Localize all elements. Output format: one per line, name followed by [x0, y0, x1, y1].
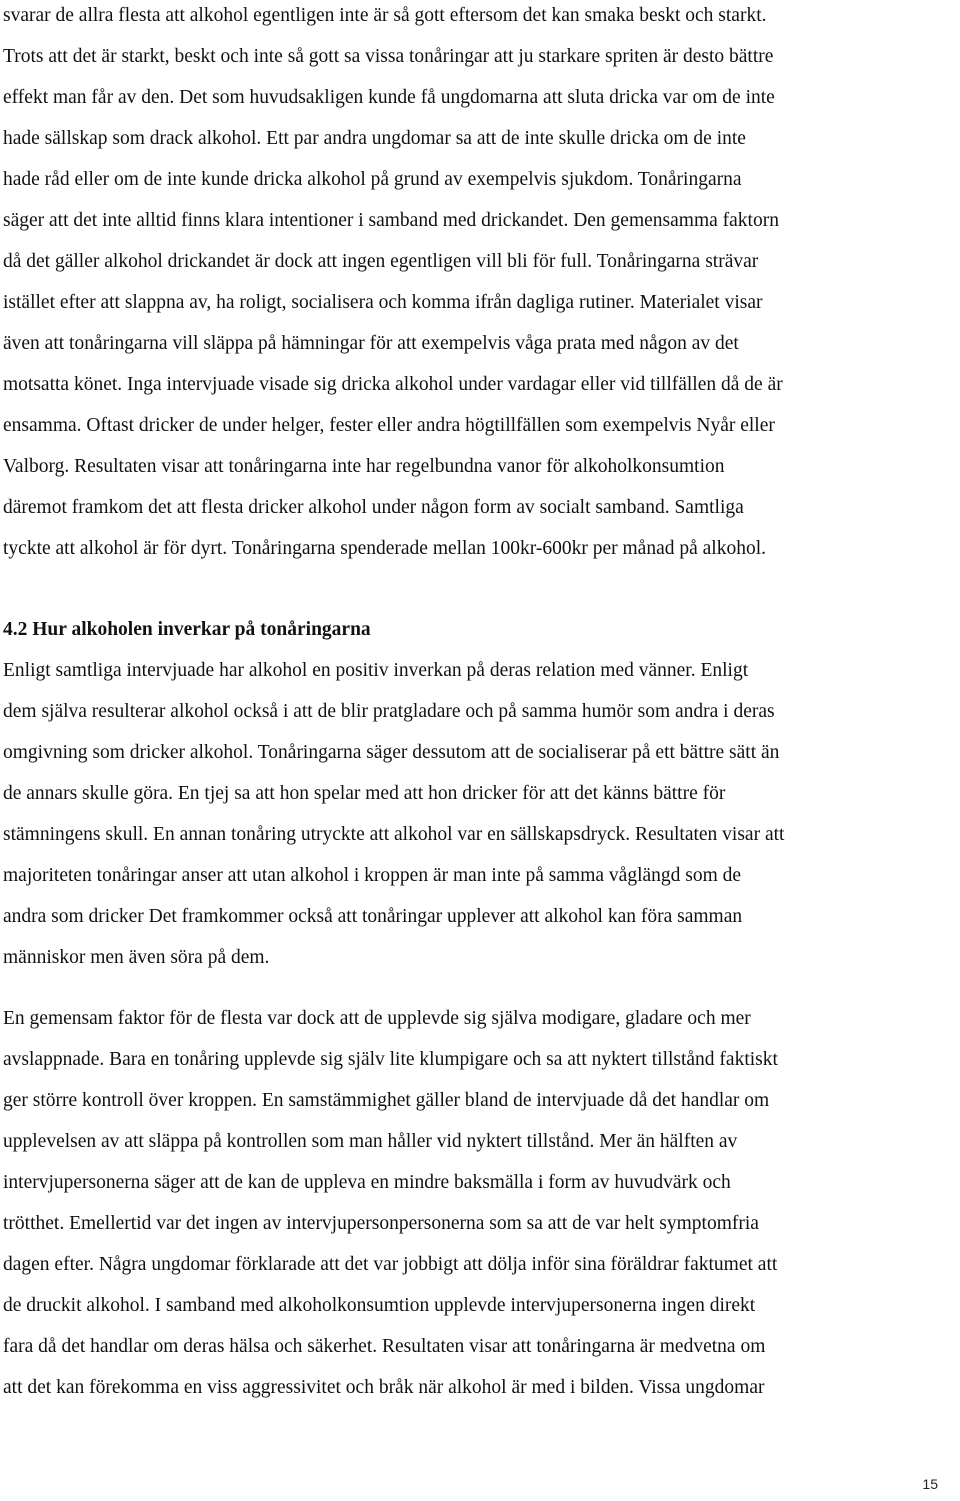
text-line: omgivning som dricker alkohol. Tonåringarna säger dessutom att de socialiserar på ett bättre sätt än — [3, 742, 780, 763]
text-line: intervjupersonerna säger att de kan de uppleva en mindre baksmälla i form av huvudvärk och — [3, 1172, 731, 1193]
section-heading: 4.2 Hur alkoholen inverkar på tonåringarna — [3, 619, 371, 640]
text-line: fara då det handlar om deras hälsa och säkerhet. Resultaten visar att tonåringarna är medvetna om — [3, 1336, 766, 1357]
text-line: tyckte att alkohol är för dyrt. Tonåringarna spenderade mellan 100kr-600kr per månad på alkohol. — [3, 538, 766, 559]
text-line: då det gäller alkohol drickandet är dock att ingen egentligen vill bli för full. Tonåringarna strävar — [3, 251, 759, 272]
text-line: istället efter att slappna av, ha roligt, socialisera och komma ifrån dagliga rutiner. Materialet visar — [3, 292, 763, 313]
text-line: svarar de allra flesta att alkohol egentligen inte är så gott eftersom det kan smaka beskt och starkt. — [3, 5, 767, 26]
text-line: andra som dricker Det framkommer också att tonåringar upplever att alkohol kan föra samman — [3, 906, 743, 927]
text-line: däremot framkom det att flesta dricker alkohol under någon form av socialt samband. Samtliga — [3, 497, 744, 518]
text-line: Trots att det är starkt, beskt och inte så gott sa vissa tonåringar att ju starkare spriten är desto bättre — [3, 46, 774, 67]
text-line: Valborg. Resultaten visar att tonåringarna inte har regelbundna vanor för alkoholkonsumtion — [3, 456, 725, 477]
text-line: dagen efter. Några ungdomar förklarade att det var jobbigt att dölja inför sina föräldrar faktumet att — [3, 1254, 778, 1275]
text-line: trötthet. Emellertid var det ingen av intervjupersonpersonerna som sa att de var helt symptomfria — [3, 1213, 759, 1234]
text-line: effekt man får av den. Det som huvudsakligen kunde få ungdomarna att sluta dricka var om de inte — [3, 87, 775, 108]
page-number: 15 — [922, 1476, 938, 1492]
text-line: säger att det inte alltid finns klara intentioner i samband med drickandet. Den gemensamma faktorn — [3, 210, 779, 231]
text-line: människor men även söra på dem. — [3, 947, 270, 968]
text-line: ensamma. Oftast dricker de under helger, fester eller andra högtillfällen som exempelvis Nyår eller — [3, 415, 775, 436]
text-line: hade sällskap som drack alkohol. Ett par andra ungdomar sa att de inte skulle dricka om de inte — [3, 128, 746, 149]
text-line: Enligt samtliga intervjuade har alkohol en positiv inverkan på deras relation med vänner. Enligt — [3, 660, 749, 681]
text-line: att det kan förekomma en viss aggressivitet och bråk när alkohol är med i bilden. Vissa ungdomar — [3, 1377, 765, 1398]
text-line: ger större kontroll över kroppen. En samstämmighet gäller bland de intervjuade då det handlar om — [3, 1090, 770, 1111]
text-line: de annars skulle göra. En tjej sa att hon spelar med att hon dricker för att det känns bättre för — [3, 783, 726, 804]
text-line: hade råd eller om de inte kunde dricka alkohol på grund av exempelvis sjukdom. Tonåringarna — [3, 169, 742, 190]
text-line: dem själva resulterar alkohol också i att de blir pratgladare och på samma humör som andra i deras — [3, 701, 775, 722]
text-line: majoriteten tonåringar anser att utan alkohol i kroppen är man inte på samma våglängd som de — [3, 865, 742, 886]
text-line: upplevelsen av att släppa på kontrollen som man håller vid nyktert tillstånd. Mer än hälften av — [3, 1131, 738, 1152]
text-line: även att tonåringarna vill släppa på hämningar för att exempelvis våga prata med någon av det — [3, 333, 739, 354]
text-line: de druckit alkohol. I samband med alkoholkonsumtion upplevde intervjupersonerna ingen direkt — [3, 1295, 756, 1316]
text-line: En gemensam faktor för de flesta var dock att de upplevde sig själva modigare, gladare och mer — [3, 1008, 751, 1029]
text-line: motsatta könet. Inga intervjuade visade sig dricka alkohol under vardagar eller vid tillfällen då de är — [3, 374, 783, 395]
text-line: stämningens skull. En annan tonåring utryckte att alkohol var en sällskapsdryck. Resultaten visar att — [3, 824, 785, 845]
text-line: avslappnade. Bara en tonåring upplevde sig själv lite klumpigare och sa att nyktert tillstånd faktiskt — [3, 1049, 778, 1070]
